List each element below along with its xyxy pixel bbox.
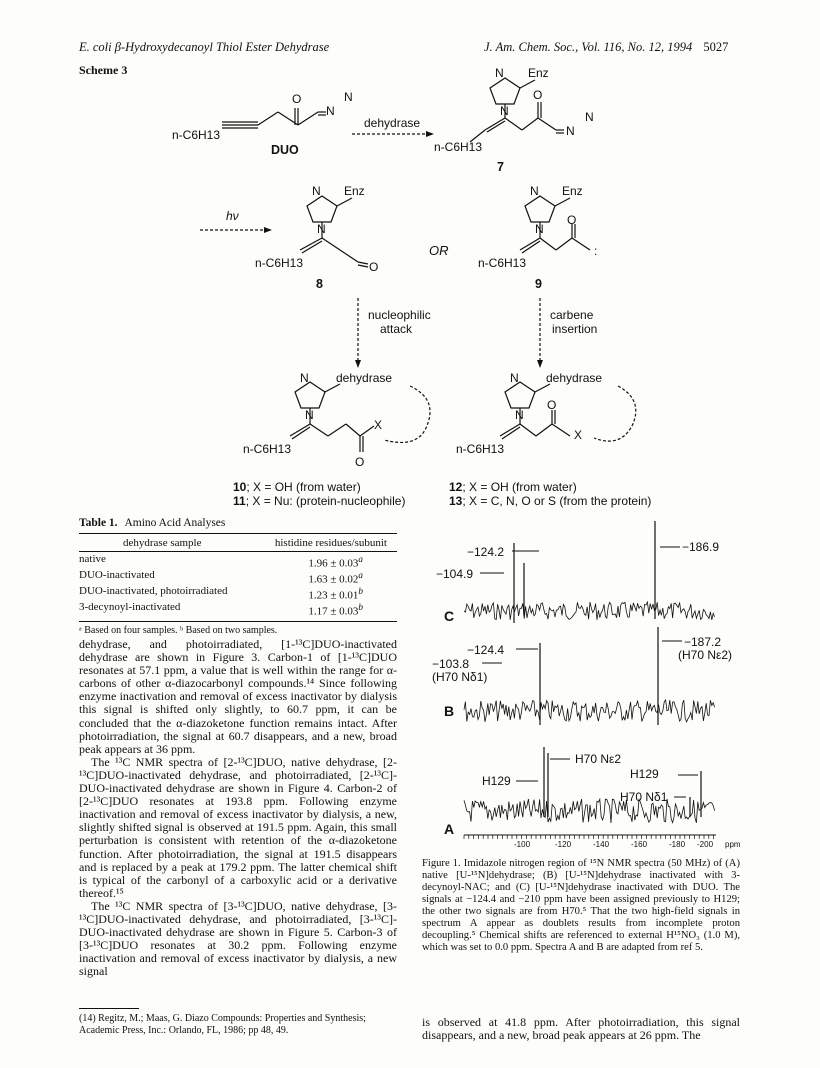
column-header: dehydrase sample <box>123 537 202 549</box>
tick-label: -160 <box>631 840 648 849</box>
table-title <box>79 517 225 529</box>
table-row <box>79 586 397 602</box>
table-header <box>79 534 397 551</box>
axis-ticks <box>464 835 714 839</box>
running-head-left: E. coli β-Hydroxydecanoyl Thiol Ester Dehydrase <box>79 40 330 54</box>
arrowhead <box>355 360 361 368</box>
compound-9-structure <box>520 196 590 253</box>
spectrum-trace-b <box>464 700 715 722</box>
cell-value: 1.17 ± 0.03 <box>308 606 359 619</box>
c10-hexyl: n-C6H13 <box>243 442 292 456</box>
column-header: histidine residues/subunit <box>274 537 387 549</box>
or-label: OR <box>429 243 449 258</box>
c10-x: X <box>374 418 383 432</box>
compound-9-label: 9 <box>535 277 542 291</box>
peak-label-c-186: −186.9 <box>682 540 720 554</box>
nmr-spectra-figure <box>420 515 750 855</box>
c12-x: X <box>574 428 583 442</box>
noise-baseline <box>464 602 715 620</box>
compound-7-structure <box>470 78 564 142</box>
peak-label-a-h129-left: H129 <box>482 774 511 788</box>
table-body <box>79 552 397 621</box>
caption-left <box>233 480 405 508</box>
body-right-column: is observed at 41.8 ppm. After photoirradiation, this signal disappears, and a new, broad peak appears at 26 ppm. The <box>422 1015 740 1043</box>
peak-label-a-h70-ne2: H70 Nε2 <box>575 752 622 766</box>
c8-hexyl: n-C6H13 <box>255 256 304 270</box>
cmp-num: 12 <box>449 480 463 494</box>
trace-label-a: A <box>444 821 455 837</box>
cmp-desc: ; X = OH (from water) <box>246 480 361 494</box>
body-left-column <box>79 638 397 978</box>
tick-label: -100 <box>514 840 531 849</box>
peak-label-c-104: −104.9 <box>436 567 474 581</box>
table-row <box>79 602 397 618</box>
compound-8-structure <box>300 196 368 267</box>
arrowhead <box>426 131 434 137</box>
scheme-title: Scheme 3 <box>79 63 128 77</box>
paragraph: The ¹³C NMR spectra of [3-¹³C]DUO, native dehydrase, [3-¹³C]DUO-inactivated dehydrase, and photoirradiated, [3-¹³C]-DUO-inactivated dehydrase are shown in Figure 5. Carbon-3 of [3-¹³C]DUO resonates at 30.2 ppm. Following enzyme inactivation and removal of excess inactivator by dialysis, a new signal <box>79 898 397 979</box>
c7-diazo-n2: N <box>585 110 594 124</box>
table-cell <box>308 602 363 618</box>
table-cell: DUO-inactivated <box>79 569 155 582</box>
c8-n: N <box>312 184 321 198</box>
spectrum-trace-c <box>464 602 715 620</box>
cell-value: 1.96 ± 0.03 <box>308 557 359 570</box>
c12-n2: N <box>515 408 524 422</box>
peak-label-b-103: −103.8 <box>432 657 470 671</box>
c12-oxygen: O <box>547 398 557 412</box>
cmp-desc: ; X = C, N, O or S (from the protein) <box>462 494 652 508</box>
table-row <box>79 554 397 570</box>
paragraph: The ¹³C NMR spectra of [2-¹³C]DUO, native dehydrase, [2-¹³C]DUO-inactivated dehydrase, and photoirradiated, [2-¹³C]-DUO-inactivated dehydrase are shown in Figure 4. Carbon-2 of [2-¹³C]DUO resonates at 193.8 ppm. Following enzyme inactivation and removal of excess inactivator by dialysis, a new, slightly shifted signal is observed at 191.5 ppm. Again, this small perturbation is consistent with retention of the α-diazoketone function. After photoirradiation, the signal at 191.5 disappears and is replaced by a peak at 179.2 ppm. The latter chemical shift is typical of the carbonyl of a carboxylic acid or a derivative thereof.¹⁵ <box>79 754 397 900</box>
arrow-left-label-1: nucleophilic <box>368 308 431 322</box>
table-cell <box>308 586 363 602</box>
peak-label-a-h129-right: H129 <box>630 767 659 781</box>
amino-acid-table <box>79 533 397 636</box>
journal-citation: J. Am. Chem. Soc., Vol. 116, No. 12, 1994 <box>484 40 693 54</box>
cmp-num: 11 <box>233 494 246 508</box>
c9-n2: N <box>535 222 544 236</box>
cell-value: 1.63 ± 0.02 <box>308 573 359 586</box>
compound-8-label: 8 <box>316 277 323 291</box>
page-number: 5027 <box>703 40 729 54</box>
peak-label-c-124: −124.2 <box>467 545 505 559</box>
scheme-3-diagram <box>0 70 820 510</box>
c9-enz: Enz <box>562 184 583 198</box>
c8-oxygen: O <box>369 260 379 274</box>
c10-n2: N <box>305 408 314 422</box>
table-cell: DUO-inactivated, photoirradiated <box>79 585 228 598</box>
trace-label-c: C <box>444 608 455 624</box>
peak-label-b-124: −124.4 <box>467 643 505 657</box>
cell-value: 1.23 ± 0.01 <box>308 589 359 602</box>
footnote-14: (14) Regitz, M.; Maas, G. Diazo Compounds: Properties and Synthesis; Academic Press, Inc.: Orlando, FL, 1986; pp 48, 49. <box>79 1013 366 1036</box>
arrow-right-label-2: insertion <box>552 322 598 336</box>
spectrum-trace-a <box>464 799 715 823</box>
tick-label: ppm <box>725 840 741 849</box>
c8-enz: Enz <box>344 184 365 198</box>
duo-structure <box>222 108 326 128</box>
cell-note: b <box>358 586 363 597</box>
peak-label-b-103-sub: (H70 Nδ1) <box>432 670 488 684</box>
tick-label: -200 <box>697 840 714 849</box>
c7-n2: N <box>500 104 509 118</box>
noise-baseline <box>464 799 715 823</box>
c9-carbene: : <box>594 244 598 258</box>
table-row <box>79 570 397 586</box>
tick-label: -180 <box>669 840 686 849</box>
c10-dehydrase: dehydrase <box>336 371 393 385</box>
c12-dehydrase: dehydrase <box>546 371 603 385</box>
caption-right <box>449 480 651 508</box>
c7-n: N <box>495 66 504 80</box>
peak-label-b-187-sub: (H70 Nε2) <box>678 648 733 662</box>
c7-hexyl: n-C6H13 <box>434 140 483 154</box>
noise-baseline <box>464 700 715 722</box>
arrow-dehydrase-label: dehydrase <box>364 116 421 130</box>
hv-label: hν <box>226 209 239 223</box>
compound-7-label: 7 <box>497 160 504 174</box>
c12-n: N <box>510 371 519 385</box>
c10-n: N <box>300 371 309 385</box>
cell-note: b <box>358 602 363 613</box>
c12-hexyl: n-C6H13 <box>456 442 505 456</box>
cmp-desc: ; X = OH (from water) <box>462 480 577 494</box>
paragraph: dehydrase, and photoirradiated, [1-¹³C]DUO-inactivated dehydrase are shown in Figure 3. Carbon-1 of [1-¹³C]DUO resonates at 57.1 ppm, a value that is well within the range for α-carbons of other α-diazocarbonyl compounds.¹⁴ Since following enzyme inactivation and removal of excess inactivator by dialysis this signal is shifted only slightly, to 60.7 ppm, it can be concluded that the α-diazoketone function remains intact. After photoirradiation, the signal at 60.7 disappears, and a new, broad peak appears at 36 ppm. <box>79 637 397 756</box>
duo-oxygen: O <box>292 92 302 106</box>
table-cell <box>308 554 363 570</box>
cmp-num: 10 <box>233 480 247 494</box>
table-cell: 3-decynoyl-inactivated <box>79 601 181 614</box>
table-cell: native <box>79 553 106 565</box>
c7-diazo-n: N <box>566 124 575 138</box>
footnote-rule <box>79 1008 139 1009</box>
c10-oxygen: O <box>355 455 365 469</box>
duo-diazo-n2: N <box>344 90 353 104</box>
table-cell <box>308 570 363 586</box>
arrow-right-label-1: carbene <box>550 308 594 322</box>
c9-oxygen: O <box>567 213 577 227</box>
table-footnote: ᵃ Based on four samples. ᵇ Based on two samples. <box>79 624 278 636</box>
cell-note: a <box>358 554 363 564</box>
arrowhead <box>537 360 543 368</box>
duo-label: DUO <box>271 143 299 157</box>
c9-hexyl: n-C6H13 <box>478 256 527 270</box>
running-head-right <box>484 40 728 55</box>
duo-hexyl: n-C6H13 <box>172 128 221 142</box>
peak-label-a-h70-nd1: H70 Nδ1 <box>620 790 668 804</box>
figure-caption: Figure 1. Imidazole nitrogen region of ¹⁵N NMR spectra (50 MHz) of (A) native [U-¹⁵N]dehydrase; (B) [U-¹⁵N]dehydrase inactivated with 3-decynoyl-NAC; and (C) [U-¹⁵N]dehydrase inactivated with DUO. The signals at −124.4 and −210 ppm have been assigned previously to H129; the other two signals are from H70.⁵ That the two high-field signals in spectrum A appear as doublets results from incomplete proton decoupling.⁵ Chemical shifts are referenced to external H¹⁵NO₃ (1.0 M), which was set to 0.0 ppm. Spectra A and B are adapted from ref 5. <box>422 858 740 953</box>
c9-n: N <box>530 184 539 198</box>
peak-label-b-187: −187.2 <box>684 635 722 649</box>
tick-label: -140 <box>593 840 610 849</box>
table-subtitle: Amino Acid Analyses <box>124 517 226 529</box>
tick-label: -120 <box>555 840 572 849</box>
arrowhead <box>264 227 272 233</box>
table-label: Table 1. <box>79 517 118 529</box>
c8-n2: N <box>317 222 326 236</box>
cmp-desc: ; X = Nu: (protein-nucleophile) <box>245 494 406 508</box>
duo-diazo-n: N <box>326 104 335 118</box>
c7-oxygen: O <box>533 88 543 102</box>
cmp-num: 13 <box>449 494 463 508</box>
cell-note: a <box>358 570 363 581</box>
trace-label-b: B <box>444 703 455 719</box>
c7-enz: Enz <box>528 66 549 80</box>
arrow-left-label-2: attack <box>380 322 413 336</box>
